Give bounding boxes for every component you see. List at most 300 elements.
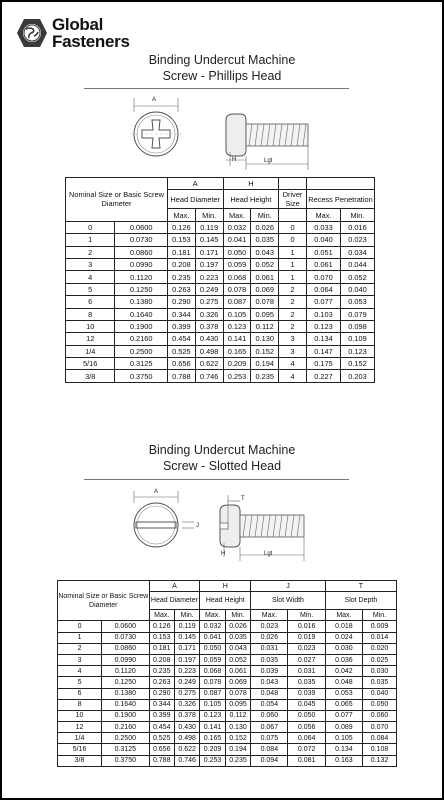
dim-label-t: T: [241, 496, 245, 502]
table-cell: 0.3125: [115, 358, 168, 370]
table-cell: 0.064: [306, 283, 340, 295]
table-cell: 3: [58, 654, 102, 665]
table-cell: 0.525: [149, 733, 174, 744]
table-cell: 0.145: [174, 632, 199, 643]
table-cell: 0.105: [325, 733, 362, 744]
table-cell: 0.043: [251, 246, 279, 258]
dim-label-h: H: [221, 551, 226, 557]
table-cell: 0.0730: [115, 234, 168, 246]
dim-label-lgt: Lgt: [264, 158, 273, 164]
table-cell: 0.068: [223, 271, 251, 283]
table-cell: 0.031: [288, 666, 325, 677]
table-cell: 0.054: [251, 699, 288, 710]
table-cell: 2: [279, 308, 307, 320]
table-cell: 0.048: [325, 677, 362, 688]
driver-size-header: Driver Size: [279, 190, 307, 209]
table-cell: 3: [66, 258, 115, 270]
table-cell: 0.052: [251, 258, 279, 270]
table-cell: 0.098: [340, 320, 374, 332]
table-cell: 10: [66, 320, 115, 332]
datasheet-page: [2, 2, 442, 798]
table-cell: 0.053: [340, 296, 374, 308]
table-cell: 0.060: [251, 710, 288, 721]
table-cell: 0.430: [174, 722, 199, 733]
table-cell: 0.059: [200, 654, 225, 665]
table-cell: 0.134: [325, 744, 362, 755]
table-cell: 0.378: [174, 710, 199, 721]
table-cell: 0.1640: [102, 699, 149, 710]
table-cell: 0.454: [167, 333, 195, 345]
logo-line-2: Fasteners: [52, 32, 130, 51]
table-cell: 0.171: [174, 643, 199, 654]
table-cell: 0.072: [288, 744, 325, 755]
table-cell: 0.077: [306, 296, 340, 308]
blank-header: [306, 178, 374, 190]
table-cell: 0.147: [306, 345, 340, 357]
table-cell: 0.095: [251, 308, 279, 320]
table-cell: 0.197: [174, 654, 199, 665]
table-cell: 0.0990: [102, 654, 149, 665]
table-cell: 0.108: [363, 744, 397, 755]
table-row: [66, 320, 375, 332]
table-cell: 8: [66, 308, 115, 320]
table-cell: 5: [58, 677, 102, 688]
table-cell: 0.105: [200, 699, 225, 710]
table-row: [58, 699, 397, 710]
max-header: Max.: [306, 209, 340, 221]
table-cell: 0.065: [325, 699, 362, 710]
table-cell: 0.152: [225, 733, 250, 744]
slotted-table-body: [58, 621, 397, 766]
min-header: Min.: [251, 209, 279, 221]
table-cell: 4: [279, 358, 307, 370]
table-row: [58, 722, 397, 733]
table-cell: 0.1380: [115, 296, 168, 308]
table-cell: 0.040: [340, 283, 374, 295]
table-cell: 0.165: [223, 345, 251, 357]
table-cell: 0.134: [306, 333, 340, 345]
table-cell: 0.026: [251, 221, 279, 233]
slot-width-header: Slot Width: [251, 592, 326, 610]
min-header: Min.: [288, 610, 325, 621]
table-cell: 0.1250: [115, 283, 168, 295]
table-cell: 0.023: [288, 643, 325, 654]
table-cell: 12: [58, 722, 102, 733]
table-cell: 0.026: [225, 621, 250, 632]
nominal-size-header: Nominal Size or Basic Screw Diameter: [66, 178, 168, 222]
hex-nut-globe-icon: [16, 18, 48, 48]
table-cell: 0.119: [195, 221, 223, 233]
table-cell: 0.035: [251, 654, 288, 665]
table-cell: 8: [58, 699, 102, 710]
table-cell: 0.061: [306, 258, 340, 270]
table-cell: 0.290: [167, 296, 195, 308]
table-cell: 0.052: [225, 654, 250, 665]
table-row: [66, 271, 375, 283]
table-cell: 0.249: [174, 677, 199, 688]
table-cell: 0: [66, 221, 115, 233]
table-cell: 0.087: [200, 688, 225, 699]
table-cell: 0.061: [225, 666, 250, 677]
table-cell: 0.069: [225, 677, 250, 688]
table-cell: 0.060: [363, 710, 397, 721]
table-cell: 2: [279, 283, 307, 295]
table-row: [58, 733, 397, 744]
table-cell: 0.089: [325, 722, 362, 733]
table-cell: 0.123: [200, 710, 225, 721]
table-cell: 0.070: [363, 722, 397, 733]
table-cell: 0.039: [251, 666, 288, 677]
table-cell: 0: [279, 221, 307, 233]
table-cell: 0.163: [325, 755, 362, 766]
table-cell: 0.399: [167, 320, 195, 332]
table-row: [66, 221, 375, 233]
table-cell: 0.119: [174, 621, 199, 632]
table-row: [66, 246, 375, 258]
table-cell: 0.1900: [115, 320, 168, 332]
table-cell: 0.235: [167, 271, 195, 283]
table-cell: 0.050: [200, 643, 225, 654]
table-cell: 0.263: [167, 283, 195, 295]
table-cell: 0.112: [251, 320, 279, 332]
table-cell: 0.1120: [115, 271, 168, 283]
head-diameter-header: Head Diameter: [149, 592, 200, 610]
table-cell: 4: [58, 666, 102, 677]
table-cell: 0.746: [195, 370, 223, 382]
max-header: Max.: [223, 209, 251, 221]
dim-label-j: J: [196, 523, 199, 529]
table-cell: 0.033: [306, 221, 340, 233]
phillips-spec-table: [65, 177, 375, 383]
table-cell: 0.094: [251, 755, 288, 766]
table-cell: 0.1120: [102, 666, 149, 677]
col-a-header: A: [149, 581, 200, 592]
table-cell: 0.130: [225, 722, 250, 733]
table-cell: 0.153: [149, 632, 174, 643]
col-t-header: T: [325, 581, 396, 592]
table-cell: 0.290: [149, 688, 174, 699]
table-cell: 0.064: [288, 733, 325, 744]
table-cell: 0.0730: [102, 632, 149, 643]
table-row: [58, 632, 397, 643]
table-cell: 0.145: [195, 234, 223, 246]
section2-title-line-1: Binding Undercut Machine: [148, 443, 296, 457]
table-cell: 0.0860: [115, 246, 168, 258]
table-cell: 0.1250: [102, 677, 149, 688]
table-row: [66, 370, 375, 382]
table-cell: 0.039: [288, 688, 325, 699]
table-cell: 0.030: [325, 643, 362, 654]
table-cell: 0.1380: [102, 688, 149, 699]
table-row: [58, 677, 397, 688]
table-cell: 3/8: [66, 370, 115, 382]
table-cell: 0.141: [200, 722, 225, 733]
table-cell: 0.016: [340, 221, 374, 233]
table-cell: 0.031: [251, 643, 288, 654]
table-row: [58, 643, 397, 654]
table-row: [66, 296, 375, 308]
table-cell: 2: [279, 296, 307, 308]
table-cell: 0.077: [325, 710, 362, 721]
max-header: Max.: [149, 610, 174, 621]
table-cell: 0.043: [225, 643, 250, 654]
table-cell: 2: [66, 246, 115, 258]
max-header: Max.: [325, 610, 362, 621]
table-cell: 0.041: [223, 234, 251, 246]
table-cell: 1: [58, 632, 102, 643]
table-cell: 0.378: [195, 320, 223, 332]
table-cell: 0.1640: [115, 308, 168, 320]
table-cell: 0.056: [288, 722, 325, 733]
table-cell: 0.175: [306, 358, 340, 370]
table-cell: 0.235: [149, 666, 174, 677]
table-cell: 0.042: [325, 666, 362, 677]
table-row: [66, 283, 375, 295]
table-cell: 1: [66, 234, 115, 246]
table-cell: 0.034: [340, 246, 374, 258]
phillips-table-body: [66, 221, 375, 382]
dim-label-h: H: [232, 157, 237, 163]
table-cell: 6: [58, 688, 102, 699]
table-cell: 0.223: [195, 271, 223, 283]
table-cell: 0.275: [174, 688, 199, 699]
table-cell: 0.197: [195, 258, 223, 270]
table-cell: 0.051: [306, 246, 340, 258]
table-cell: 0.344: [167, 308, 195, 320]
table-cell: 0.016: [288, 621, 325, 632]
table-cell: 0.009: [363, 621, 397, 632]
table-cell: 0.498: [195, 345, 223, 357]
max-header: Max.: [167, 209, 195, 221]
table-cell: 0.084: [363, 733, 397, 744]
table-row: [58, 710, 397, 721]
table-cell: 0.084: [251, 744, 288, 755]
table-cell: 1: [279, 258, 307, 270]
min-header: Min.: [195, 209, 223, 221]
table-cell: 0.223: [174, 666, 199, 677]
table-cell: 0.053: [325, 688, 362, 699]
table-cell: 0.253: [200, 755, 225, 766]
table-row: [66, 258, 375, 270]
logo-line-1: Global: [52, 15, 104, 34]
dim-label-a: A: [154, 489, 159, 495]
table-cell: 0.208: [149, 654, 174, 665]
table-cell: 0.059: [223, 258, 251, 270]
table-cell: 0.344: [149, 699, 174, 710]
table-cell: 4: [66, 271, 115, 283]
table-cell: 0.2160: [102, 722, 149, 733]
table-cell: 0.0860: [102, 643, 149, 654]
table-cell: 0.081: [288, 755, 325, 766]
col-a-header: A: [167, 178, 223, 190]
table-cell: 0.075: [251, 733, 288, 744]
table-cell: 0.041: [200, 632, 225, 643]
col-j-header: J: [251, 581, 326, 592]
table-cell: 0.194: [225, 744, 250, 755]
table-cell: 0.194: [251, 358, 279, 370]
min-header: Min.: [363, 610, 397, 621]
table-cell: 0.044: [340, 258, 374, 270]
table-cell: 0.026: [251, 632, 288, 643]
table-cell: 0.1900: [102, 710, 149, 721]
table-cell: 0.227: [306, 370, 340, 382]
table-cell: 0.209: [200, 744, 225, 755]
table-cell: 0: [279, 234, 307, 246]
table-cell: 0.035: [288, 677, 325, 688]
table-cell: 1/4: [58, 733, 102, 744]
table-cell: 0.622: [174, 744, 199, 755]
table-cell: 3: [279, 333, 307, 345]
table-cell: 0.061: [251, 271, 279, 283]
table-cell: 4: [279, 370, 307, 382]
table-cell: 0.078: [223, 283, 251, 295]
table-cell: 0.123: [223, 320, 251, 332]
table-cell: 0.2160: [115, 333, 168, 345]
head-height-header: Head Height: [200, 592, 251, 610]
section1-title-rule: [84, 88, 349, 89]
table-row: [58, 744, 397, 755]
table-cell: 0.070: [306, 271, 340, 283]
min-header: Min.: [225, 610, 250, 621]
table-cell: 0.112: [225, 710, 250, 721]
table-cell: 0.235: [251, 370, 279, 382]
table-cell: 0.035: [225, 632, 250, 643]
section1-title-line-1: Binding Undercut Machine: [148, 53, 296, 67]
table-cell: 0.032: [200, 621, 225, 632]
table-cell: 0.2500: [115, 345, 168, 357]
table-cell: 0.126: [167, 221, 195, 233]
table-cell: 0.043: [251, 677, 288, 688]
col-h-header: H: [200, 581, 251, 592]
table-header-row: [58, 581, 397, 592]
table-cell: 0.050: [363, 699, 397, 710]
table-cell: 0.3125: [102, 744, 149, 755]
table-row: [66, 333, 375, 345]
table-cell: 0.035: [363, 677, 397, 688]
dim-label-a: A: [152, 97, 157, 103]
table-cell: 0.0990: [115, 258, 168, 270]
table-cell: 10: [58, 710, 102, 721]
slot-depth-header: Slot Depth: [325, 592, 396, 610]
table-cell: 0.430: [195, 333, 223, 345]
table-cell: 0.326: [195, 308, 223, 320]
table-cell: 0.0600: [115, 221, 168, 233]
table-cell: 0.0600: [102, 621, 149, 632]
table-cell: 0.209: [223, 358, 251, 370]
dim-label-lgt: Lgt: [264, 551, 273, 557]
table-cell: 0.253: [223, 370, 251, 382]
recess-penetration-header: Recess Penetration: [306, 190, 374, 209]
global-fasteners-logo: [14, 14, 154, 54]
table-cell: 0.067: [251, 722, 288, 733]
table-cell: 0.050: [223, 246, 251, 258]
blank-header: [279, 209, 307, 221]
table-cell: 0.027: [288, 654, 325, 665]
table-cell: 0.050: [288, 710, 325, 721]
table-cell: 3/8: [58, 755, 102, 766]
table-cell: 0.399: [149, 710, 174, 721]
table-row: [58, 688, 397, 699]
table-row: [58, 666, 397, 677]
table-cell: 2: [58, 643, 102, 654]
table-cell: 0.036: [325, 654, 362, 665]
table-cell: 5/16: [58, 744, 102, 755]
table-cell: 0.052: [340, 271, 374, 283]
section2-title-rule: [84, 479, 349, 480]
table-cell: 3: [279, 345, 307, 357]
table-cell: 0.032: [223, 221, 251, 233]
table-row: [58, 621, 397, 632]
section1-title-line-2: Screw - Phillips Head: [162, 69, 282, 83]
col-h-header: H: [223, 178, 279, 190]
section2-title: [2, 442, 442, 474]
table-cell: 0.040: [363, 688, 397, 699]
table-cell: 0.3750: [102, 755, 149, 766]
table-cell: 0.152: [340, 358, 374, 370]
table-cell: 0.788: [167, 370, 195, 382]
table-cell: 0.105: [223, 308, 251, 320]
table-cell: 0.181: [149, 643, 174, 654]
table-row: [66, 234, 375, 246]
table-cell: 1: [279, 271, 307, 283]
min-header: Min.: [340, 209, 374, 221]
table-cell: 0.788: [149, 755, 174, 766]
blank-header: [279, 178, 307, 190]
max-header: Max.: [200, 610, 225, 621]
table-cell: 0.069: [251, 283, 279, 295]
head-height-header: Head Height: [223, 190, 279, 209]
table-cell: 0.454: [149, 722, 174, 733]
section1-title: [2, 52, 442, 84]
table-cell: 0.152: [251, 345, 279, 357]
table-cell: 0.132: [363, 755, 397, 766]
table-cell: 0.078: [225, 688, 250, 699]
table-cell: 5/16: [66, 358, 115, 370]
table-cell: 12: [66, 333, 115, 345]
table-cell: 0.165: [200, 733, 225, 744]
table-cell: 0: [58, 621, 102, 632]
table-row: [58, 755, 397, 766]
table-cell: 0.249: [195, 283, 223, 295]
section2-title-line-2: Screw - Slotted Head: [162, 459, 282, 473]
table-cell: 5: [66, 283, 115, 295]
table-cell: 0.181: [167, 246, 195, 258]
table-cell: 2: [279, 320, 307, 332]
table-cell: 0.109: [340, 333, 374, 345]
table-cell: 0.126: [149, 621, 174, 632]
table-cell: 0.030: [363, 666, 397, 677]
table-cell: 0.656: [167, 358, 195, 370]
table-cell: 0.024: [325, 632, 362, 643]
head-diameter-header: Head Diameter: [167, 190, 223, 209]
table-cell: 0.622: [195, 358, 223, 370]
table-cell: 0.035: [251, 234, 279, 246]
table-cell: 0.171: [195, 246, 223, 258]
table-cell: 0.018: [325, 621, 362, 632]
table-cell: 0.123: [340, 345, 374, 357]
min-header: Min.: [174, 610, 199, 621]
table-cell: 6: [66, 296, 115, 308]
table-cell: 0.103: [306, 308, 340, 320]
table-cell: 0.068: [200, 666, 225, 677]
table-cell: 0.123: [306, 320, 340, 332]
table-row: [66, 308, 375, 320]
table-header-row: [66, 178, 375, 190]
table-cell: 0.078: [251, 296, 279, 308]
table-cell: 0.020: [363, 643, 397, 654]
table-cell: 0.275: [195, 296, 223, 308]
table-row: [66, 345, 375, 357]
